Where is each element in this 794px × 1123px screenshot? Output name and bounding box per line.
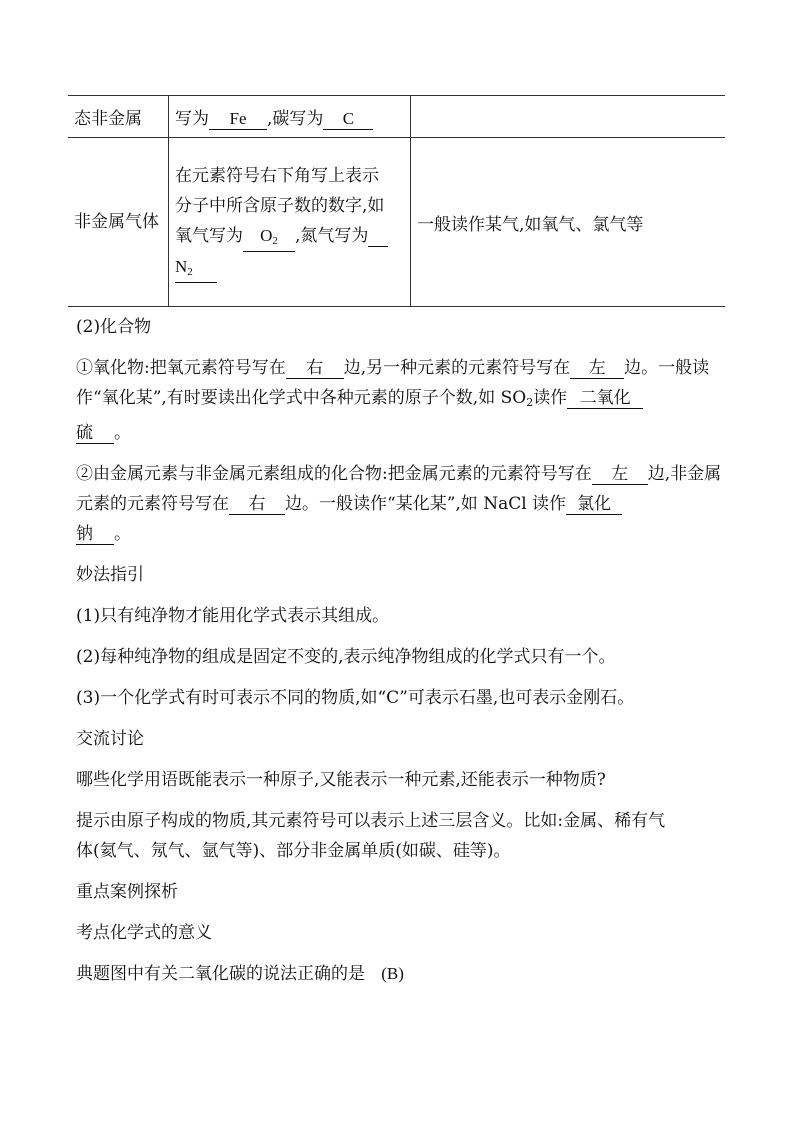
answer-blank-right: 右 bbox=[229, 494, 285, 515]
section-heading-case: 重点案例探析 bbox=[76, 882, 178, 902]
answer-blank-left: 左 bbox=[592, 464, 648, 485]
answer-blank-n2: $N_2$ bbox=[175, 257, 217, 283]
answer-blank-left: 左 bbox=[570, 358, 624, 379]
answer-blank-nacl-name-end: 钠 bbox=[76, 524, 114, 545]
section-heading-compound: (2)化合物 bbox=[76, 317, 152, 337]
metal-compound-rule-paragraph: ②由金属元素与非金属元素组成的化合物:把金属元素的元素符号写在 左 边,非金属元素的元素符号写在 右 边。一般读作“某化某”,如 NaCl 读作 氯化 钠 。 bbox=[76, 464, 722, 544]
table-row bbox=[68, 96, 725, 138]
reading-rule-cell: 一般读作某气,如氧气、氯气等 bbox=[411, 138, 726, 307]
writing-rule-cell: 在元素符号右下角写上表示 分子中所含原子数的数字,如 氧气写为 $O_2$ ,氮气写为 $N_2$ bbox=[169, 138, 411, 307]
reading-rule-cell bbox=[411, 96, 726, 138]
lesson-content bbox=[76, 312, 726, 989]
list-item: (3)一个化学式有时可表示不同的物质,如“C”可表示石墨,也可表示金刚石。 bbox=[76, 688, 635, 708]
list-item: (1)只有纯净物才能用化学式表示其组成。 bbox=[76, 606, 390, 626]
answer-blank-right: 右 bbox=[286, 358, 344, 379]
list-item: (2)每种纯净物的组成是固定不变的,表示纯净物组成的化学式只有一个。 bbox=[76, 647, 616, 667]
case-question: 典题图中有关二氧化碳的说法正确的是 (B) bbox=[76, 964, 404, 984]
section-heading-tips: 妙法指引 bbox=[76, 565, 144, 585]
answer-blank-n2-start bbox=[368, 226, 388, 247]
case-answer: (B) bbox=[381, 964, 404, 983]
section-heading-discussion: 交流讨论 bbox=[76, 729, 144, 749]
answer-blank-so2-name-end: 硫 bbox=[76, 423, 114, 444]
answer-blank-so2-name: 二氧化 bbox=[567, 388, 643, 409]
answer-blank-c: C bbox=[323, 109, 373, 130]
naming-rules-table bbox=[68, 95, 725, 307]
table-row bbox=[68, 138, 725, 307]
answer-blank-fe: Fe bbox=[209, 109, 267, 130]
answer-blank-nacl-name: 氯化 bbox=[566, 494, 622, 515]
category-cell: 态非金属 bbox=[68, 96, 169, 138]
category-cell: 非金属气体 bbox=[68, 138, 169, 307]
writing-rule-cell: 写为 Fe ,碳写为 C bbox=[169, 96, 411, 138]
answer-blank-o2: $O_2$ bbox=[243, 226, 295, 252]
discussion-question: 哪些化学用语既能表示一种原子,又能表示一种元素,还能表示一种物质? bbox=[76, 770, 606, 790]
discussion-hint: 提示由原子构成的物质,其元素符号可以表示上述三层含义。比如:金属、稀有气 体(氦气、氖气、氩气等)、部分非金属单质(如碳、硅等)。 bbox=[76, 811, 666, 861]
case-topic: 考点化学式的意义 bbox=[76, 923, 212, 943]
oxide-rule-paragraph: ①氧化物:把氧元素符号写在 右 边,另一种元素的元素符号写在 左 边。一般读作“氧化某”,有时要读出化学式中各种元素的原子个数,如 $SO_2$读作 二氧化 硫 。 bbox=[76, 358, 710, 443]
